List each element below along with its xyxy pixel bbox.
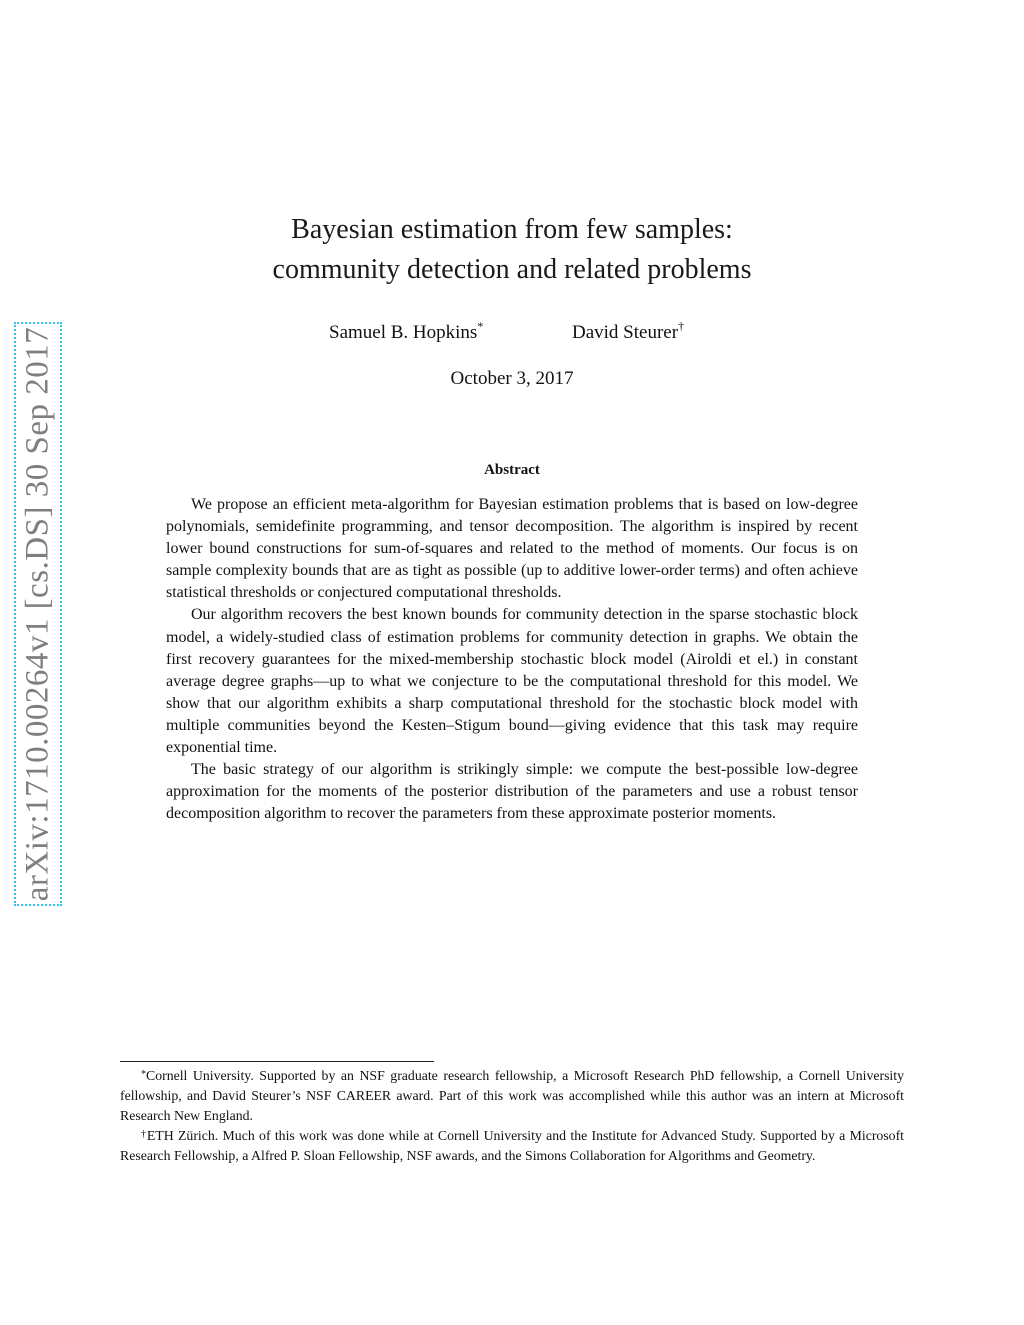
footnote-mark: † — [141, 1129, 147, 1140]
arxiv-stamp[interactable] — [14, 322, 62, 906]
author-hopkins — [329, 319, 484, 344]
arxiv-stamp-text: arXiv:1710.00264v1 [cs.DS] 30 Sep 2017 — [19, 326, 56, 902]
author-steurer — [572, 319, 685, 344]
title-line-2: community detection and related problems — [272, 254, 752, 285]
paper-title — [150, 210, 874, 290]
footnote-steurer — [120, 1126, 904, 1166]
title-line-1: Bayesian estimation from few samples: — [291, 214, 733, 245]
footnote-hopkins — [120, 1066, 904, 1126]
author-name: David Steurer — [572, 322, 679, 343]
abstract-heading: Abstract — [484, 462, 540, 478]
author-footnote-mark[interactable]: * — [477, 319, 484, 333]
author-name: Samuel B. Hopkins — [329, 322, 478, 343]
footnote-text: Cornell University. Supported by an NSF graduate research fellowship, a Microsoft Research PhD fellowship, a Cornell University fellowship, and David Steurer’s NSF CAREER award. Part of this work was accomplished while this author was an intern at Microsoft Research New England. — [120, 1068, 904, 1123]
footnote-divider — [120, 1061, 434, 1062]
abstract-paragraph: We propose an efficient meta-algorithm for Bayesian estimation problems that is based on low-degree polynomials, semidefinite programming, and tensor decomposition. The algorithm is inspired by recent lower bound constructions for sum-of-squares and related to the method of moments. Our focus is on sample complexity bounds that are as tight as possible (up to additive lower-order terms) and often achieve statistical thresholds or conjectured computational thresholds. — [166, 496, 858, 602]
author-footnote-mark[interactable]: † — [678, 319, 685, 333]
abstract-paragraph: The basic strategy of our algorithm is strikingly simple: we compute the best-possible low-degree approximation for the moments of the posterior distribution of the parameters and use a robust tensor decomposition algorithm to recover the parameters from these approximate posterior moments. — [166, 761, 858, 823]
footnote-mark: * — [141, 1069, 146, 1080]
paper-date: October 3, 2017 — [450, 368, 574, 389]
footnotes — [120, 1066, 904, 1166]
footnote-text: ETH Zürich. Much of this work was done while at Cornell University and the Institute for Advanced Study. Supported by a Microsoft Research Fellowship, a Alfred P. Sloan Fellowship, NSF awards, and the Simons Collaboration for Algorithms and Geometry. — [120, 1128, 905, 1163]
abstract-body — [166, 494, 858, 825]
abstract-paragraph: Our algorithm recovers the best known bounds for community detection in the sparse stochastic block model, a widely-studied class of estimation problems for community detection in graphs. We obtain the first recovery guarantees for the mixed-membership stochastic block model (Airoldi et el.) in constant average degree graphs—up to what we conjecture to be the computational threshold for this model. We show that our algorithm exhibits a sharp computational threshold for the stochastic block model with multiple communities beyond the Kesten–Stigum bound—giving evidence that this task may require exponential time. — [166, 606, 858, 757]
